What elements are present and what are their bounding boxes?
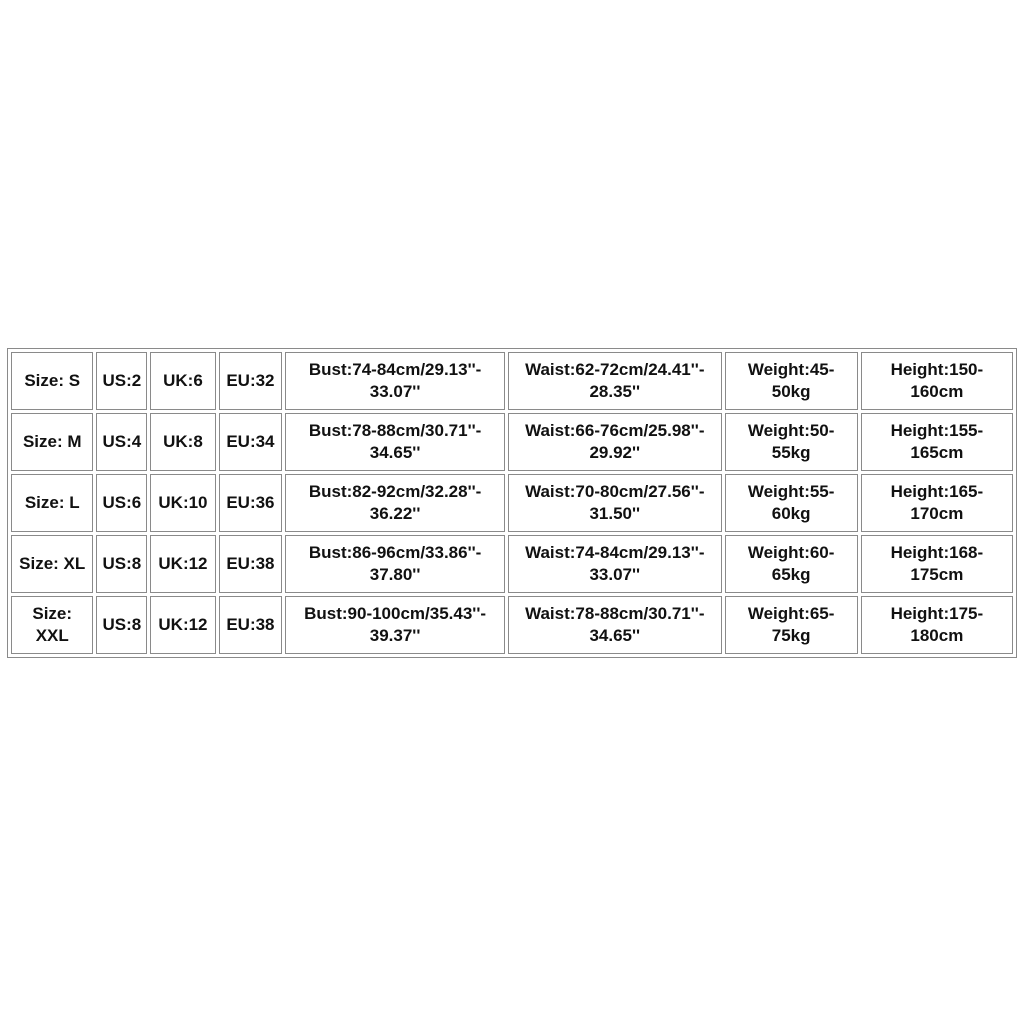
bust-line-2: 36.22'': [369, 504, 421, 523]
us-size-cell: US:6: [96, 474, 147, 532]
height-line-1: Height:155-: [890, 421, 984, 440]
bust-cell: [285, 413, 505, 471]
uk-size-cell: UK:12: [150, 535, 216, 593]
weight-cell: [725, 413, 858, 471]
weight-line-1: Weight:45-: [747, 360, 835, 379]
weight-line-2: 75kg: [771, 626, 811, 645]
height-line-2: 160cm: [910, 382, 964, 401]
height-cell: [861, 535, 1013, 593]
height-line-1: Height:165-: [890, 482, 984, 501]
waist-cell: [508, 352, 722, 410]
us-size-cell: US:8: [96, 596, 147, 654]
weight-line-2: 60kg: [771, 504, 811, 523]
waist-cell: [508, 474, 722, 532]
eu-size-cell: EU:36: [219, 474, 282, 532]
uk-size-cell: UK:6: [150, 352, 216, 410]
height-line-1: Height:168-: [890, 543, 984, 562]
height-cell: [861, 413, 1013, 471]
waist-line-2: 34.65'': [589, 626, 641, 645]
size-chart: [7, 348, 1017, 658]
uk-size-cell: UK:8: [150, 413, 216, 471]
table-row: [11, 352, 1013, 410]
bust-line-1: Bust:82-92cm/32.28''-: [308, 482, 482, 501]
bust-cell: [285, 596, 505, 654]
waist-line-1: Waist:74-84cm/29.13''-: [525, 543, 705, 562]
weight-line-1: Weight:55-: [747, 482, 835, 501]
waist-cell: [508, 535, 722, 593]
size-chart-table: [7, 348, 1017, 658]
height-line-2: 170cm: [910, 504, 964, 523]
uk-size-cell: UK:10: [150, 474, 216, 532]
bust-cell: [285, 474, 505, 532]
uk-size-cell: UK:12: [150, 596, 216, 654]
table-row: [11, 474, 1013, 532]
bust-line-1: Bust:86-96cm/33.86''-: [308, 543, 482, 562]
height-line-1: Height:150-: [890, 360, 984, 379]
bust-line-2: 34.65'': [369, 443, 421, 462]
weight-line-2: 65kg: [771, 565, 811, 584]
weight-cell: [725, 474, 858, 532]
waist-line-1: Waist:62-72cm/24.41''-: [525, 360, 705, 379]
waist-line-2: 31.50'': [589, 504, 641, 523]
waist-line-2: 29.92'': [589, 443, 641, 462]
bust-line-2: 37.80'': [369, 565, 421, 584]
us-size-cell: US:4: [96, 413, 147, 471]
weight-cell: [725, 596, 858, 654]
height-cell: [861, 474, 1013, 532]
us-size-cell: US:2: [96, 352, 147, 410]
eu-size-cell: EU:32: [219, 352, 282, 410]
bust-cell: [285, 535, 505, 593]
bust-line-1: Bust:74-84cm/29.13''-: [308, 360, 482, 379]
weight-line-2: 55kg: [771, 443, 811, 462]
size-cell: Size: M: [11, 413, 93, 471]
table-row: [11, 535, 1013, 593]
eu-size-cell: EU:38: [219, 535, 282, 593]
height-cell: [861, 596, 1013, 654]
bust-line-2: 33.07'': [369, 382, 421, 401]
height-line-2: 180cm: [910, 626, 964, 645]
bust-line-2: 39.37'': [369, 626, 421, 645]
size-cell: Size: S: [11, 352, 93, 410]
us-size-cell: US:8: [96, 535, 147, 593]
weight-line-2: 50kg: [771, 382, 811, 401]
waist-line-2: 33.07'': [589, 565, 641, 584]
size-cell: Size: L: [11, 474, 93, 532]
size-cell: Size: XXL: [11, 596, 93, 654]
weight-cell: [725, 352, 858, 410]
height-line-1: Height:175-: [890, 604, 984, 623]
waist-line-1: Waist:66-76cm/25.98''-: [525, 421, 705, 440]
eu-size-cell: EU:38: [219, 596, 282, 654]
waist-cell: [508, 413, 722, 471]
bust-cell: [285, 352, 505, 410]
waist-line-2: 28.35'': [589, 382, 641, 401]
weight-line-1: Weight:65-: [747, 604, 835, 623]
waist-line-1: Waist:78-88cm/30.71''-: [525, 604, 705, 623]
table-row: [11, 413, 1013, 471]
waist-line-1: Waist:70-80cm/27.56''-: [525, 482, 705, 501]
weight-line-1: Weight:50-: [747, 421, 835, 440]
bust-line-1: Bust:90-100cm/35.43''-: [304, 604, 487, 623]
waist-cell: [508, 596, 722, 654]
eu-size-cell: EU:34: [219, 413, 282, 471]
weight-line-1: Weight:60-: [747, 543, 835, 562]
bust-line-1: Bust:78-88cm/30.71''-: [308, 421, 482, 440]
height-cell: [861, 352, 1013, 410]
size-cell: Size: XL: [11, 535, 93, 593]
height-line-2: 175cm: [910, 565, 964, 584]
weight-cell: [725, 535, 858, 593]
height-line-2: 165cm: [910, 443, 964, 462]
table-row: [11, 596, 1013, 654]
